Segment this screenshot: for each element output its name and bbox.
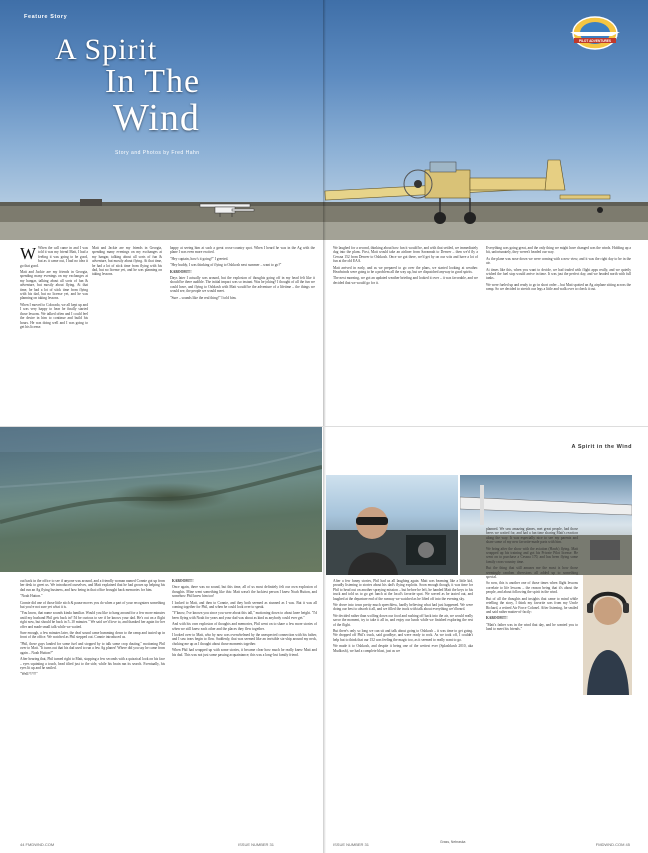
paragraph: We bring after the show with the aviation (Hawk) flying. Matt wrapped up his training and got his Private Pilot license. He went on to purchase a Cessna 170, and has been flying some family cross-country time. <box>486 546 578 564</box>
paragraph: Matt and Jackie are my friends in Georgia, spending many evenings on my exchanges at my hangar, talking about all sorts of fun & adventure, but mostly about flying. At that time, he had a lot of stick time from flying with his dad, but no license yet, and he was planning on taking lessons. <box>92 246 162 277</box>
paragraph: "Hey buddy, I was thinking of flying to Oshkosh next summer – want to go?" <box>170 263 282 268</box>
pilot-photo-right <box>583 575 632 695</box>
byline: Story and Photos by Fred Hahn <box>115 150 200 156</box>
spread-one <box>0 0 648 426</box>
article-title <box>55 35 275 137</box>
paragraph: I looked over to Matt, who by now was overwhelmed by the unexpected connection with his father, and I saw tears begin to flow. Suddenly, that was seemed like an invisible six-ship around my neck, choking me up as I thought about those moments together. <box>172 633 317 646</box>
title-line-2: In The <box>105 63 201 100</box>
spread2-column-3 <box>333 579 473 819</box>
paragraph: Matt arrived in early, and as we prepared to go over the plans, we started looking at weather. Headwinds were going to be a problem all the way up, but we dispatched anyway in good spirits. <box>333 265 478 275</box>
kaboom-callout: KABOOM!!!! <box>172 579 194 583</box>
svg-text:PILOT ADVENTURES: PILOT ADVENTURES <box>578 39 612 43</box>
paragraph: We drove into town pretty much speechless, hardly believing what had just happened. We were doing our best to absorb it all, and we filled the truck with talk about everything we'd heard. <box>333 603 473 612</box>
drop-cap: W <box>20 246 37 263</box>
paragraph: happy at seeing him at such a great cross-country spot. When I heard he was in the Ag with the plane I was even more excited. <box>170 246 315 255</box>
aerial-river-photo <box>0 427 322 572</box>
folio-left: 44 FMDWND.COM <box>20 842 55 847</box>
paragraph: The next morning, we got an updated weather briefing and looked it over – it was favorable, and we decided that we would go for it. <box>333 276 478 285</box>
paragraph: "You know, that name sounds kinda familiar. Would you like to hang around for a few more minutes until my husband Phil gets back in? I'd be curious to see if he knows your dad. He's out on a flight right now, but should be back in 5–10 minutes." We said we'd love to, and thanked her again for her offer and made small talk while we waited. <box>20 611 165 629</box>
section-label: Feature Story <box>24 14 68 20</box>
paragraph: But there's only so long we can sit and talk about going to Oshkosh – it was time to get going. We dropped off Phil's truck, said goodbye, and were ready to rock. As we took off, I couldn't help but to think that our 152 was feeling the magic too, as it seemed to really want to go. <box>333 629 473 642</box>
pilot-adventures-logo <box>560 12 630 54</box>
spread1-column-1 <box>20 246 88 416</box>
paragraph: Sure enough, a few minutes later, the deaf sound came humming down to the ramp and taxied up in front of the office. We watched as Phil stepped out. Connie introduced us. <box>20 631 165 640</box>
paragraph: "Phil, these guys landed for some fuel and stopped by to talk some crop dusting," motioning Phil over to Matt. "It turns out that his dad used to run a few Ag planes! Where did you say he came from again – Noah Hutton?" <box>20 641 165 655</box>
paragraph: out back in the office to see if anyone was around, and a friendly woman named Connie got up from her desk to greet us. We introduced ourselves, and Matt explained that he had grown up helping his dad run an Ag flying business, and how being in that office brought back memories for him. <box>20 579 165 592</box>
paragraph: We were fueled up and ready to go in short order – but Matt spotted an Ag airplane sitting across the ramp. So we decided to stretch our legs a little and walk over to check it out. <box>486 282 631 292</box>
paragraph: When Phil had wrapped up with some stories, it became clear how much he really knew Matt and his dad. This was not just some passing acquaintance; this was a long-lost family friend. <box>172 648 317 657</box>
kaboom-callout: KABOOM!!!! <box>170 269 192 274</box>
title-line-1: A Spirit <box>55 33 158 66</box>
spread2-column-1 <box>20 579 165 834</box>
folio-right-issue: ISSUE NUMBER 31 <box>333 842 370 847</box>
folio-right: FMDWND.COM 45 <box>595 842 630 847</box>
paragraph: When the call came in and I was told it was my friend Matt, I had a feeling it was going to be good, but as it came out, I had no idea it go that good. <box>20 246 88 268</box>
paragraph: I looked to Matt, and then to Connie, and they both seemed as stunned as I was. But it was all coming together for Phil, and when he could look over to speak. <box>172 600 317 610</box>
paragraph: After a few funny stories, Phil had us all laughing again. Matt was beaming like a little kid, proudly listening to stories about his dad's flying exploits. Soon enough though, it was time for Phil to head out on another spraying mission – but before he left, he handed Matt the keys to his truck and told us to go get lunch at the local's favorite spot. We waved as he taxied out, and laughed at the departure end of the runway we watched as he lifted off into the evening sky. <box>333 579 473 601</box>
paragraph: So now, this is another one of those times when flight lessons correlate to life lessons – the reason being that it's about the people, and about following the spirit in the wind. <box>486 581 578 595</box>
title-line-3: Wind <box>113 97 200 139</box>
paragraph: Connie did one of those little stich & pause moves you do when a part of your recognizes something but you're not sure yet what it is. <box>20 600 165 610</box>
pilot-photo-left <box>326 475 458 575</box>
paragraph: We laughed for a second, thinking about how fun it would be, and with that settled, we immediately dug into the plans. First, Matt would take an airliner from Savannah to Denver – then we'd fly a Cessna 152 from Denver to Oshkosh. Once we got there, we'd get by on our wits and have a lot of fun at the old EAA. <box>333 246 478 264</box>
spread1-column-4 <box>486 246 631 416</box>
paragraph: We decided rather than wolfing down our food and rushing off back into the air, we would really savor the moment, try to take it all in, and enjoy our lunch while we finished exploring the rest of the flight. <box>333 613 473 627</box>
paragraph: When I moved to Colorado, we all kept up and I was very happy to hear he finally started those lessons. We talked often and I could feel the desire in him to continue and build his hours. He was doing well and I was going to get his license. <box>20 302 88 329</box>
paragraph: "Well?!?!!!" <box>20 672 38 677</box>
paragraph: We made it to Oshkosh, and despite it being one of the wettest ever (Splashkosh 2010, aka Mudkosh), we had a complete blast, just as we <box>333 644 473 653</box>
paragraph: As the plane was nose down we were coming with a new view, and it was the right day to be in the air. <box>486 256 631 266</box>
paragraph: "Hey captain, how's it going?" I greeted. <box>170 256 229 261</box>
gutter <box>323 0 326 426</box>
spread1-column-3 <box>333 246 478 416</box>
kaboom-callout: KABOOM!!!! <box>486 616 508 621</box>
spread1-column-1b <box>92 246 162 416</box>
paragraph: "Y'know, I've known you since you were about this tall," motioning down to about knee height. "I'd been flying with Noah for years and your dad was about as kind as anybody could ever get." <box>172 611 317 620</box>
spread2-column-4 <box>486 527 578 827</box>
paragraph: And with his own explosion of thoughts and memories, Phil went on to share a few more stories of when we still knew each other and the places they flew together. <box>172 622 317 631</box>
spread1-column-2 <box>170 246 315 416</box>
spread2-column-2 <box>172 579 317 834</box>
folio-left-issue: ISSUE NUMBER 31 <box>238 842 275 847</box>
section-label: A Spirit in the Wind <box>571 444 632 450</box>
paragraph: "Matt's father was in the wind that day, and he wanted you to land to meet his friends." <box>486 622 578 632</box>
paragraph: At times like this, when you want to decide, we had traded with flight apps really, and we quietly wished the fuel stop would arrive in time. It was just the perfect day, and we headed north with full tanks. <box>486 267 631 281</box>
paragraph: Everything was going great, and the only thing we might have changed was the winds. Holding up a bit, unfortunately, they weren't headed our way. <box>486 246 631 255</box>
photo-caption: Grass, Nebraska <box>440 840 466 844</box>
paragraph: "Sure – sounds like the real thing!" I told him. <box>170 295 237 300</box>
paragraph: After hearing that, Phil turned right to Matt, stopping a few seconds with a quizzical look on his face – eyes squinting a touch, head tilted just to the side, while his brain ran its search. Eventually, his eyes lit up and he smiled. <box>20 657 165 670</box>
paragraph: Days later I actually was around, but the explosion of thoughts going off in my head felt like it should be there audible. The initial impact was so instant. Was he joking? I thought of all the fun we could have, and flying to Oshkosh with Matt would be the adventure of a lifetime – the things we would see, the people we would meet. <box>170 276 315 294</box>
paragraph: But the thing that still amazes me the most is how those seemingly random diversions all added up to something special. <box>486 566 578 580</box>
paragraph: planned. We saw amazing planes, met great people, had those beers we waited for, and had a fun time sharing Matt's reaction along the way. It was especially nice to see my parents and share some of my new favorite-made parts with him. <box>486 527 578 545</box>
paragraph: "Noah Hutton." <box>20 594 43 599</box>
paragraph: Matt and Jackie are my friends in Georgia, spending many evenings on my exchanges at my hangar, talking about all sorts of fun & adventure, but mostly about flying. At that time, he had a lot of stick time from flying with his dad, but no license yet, and he was planning on taking lessons. <box>20 270 88 301</box>
spread-two <box>0 427 648 853</box>
paragraph: But of all the thoughts and insights that came to mind while retelling the story, I think my favorite was from my Uncle Richard, a retired Air Force Colonel. After listening, he smiled and said rather matter-of-factly: <box>486 596 578 614</box>
paragraph: Once again, there was no sound, but this time, all of us most definitely felt our own explosion of thoughts. Mine went something like this: Matt wasn't the luckiest person I knew Noah Hutton, and somehow Phil knew him too! <box>172 585 317 599</box>
